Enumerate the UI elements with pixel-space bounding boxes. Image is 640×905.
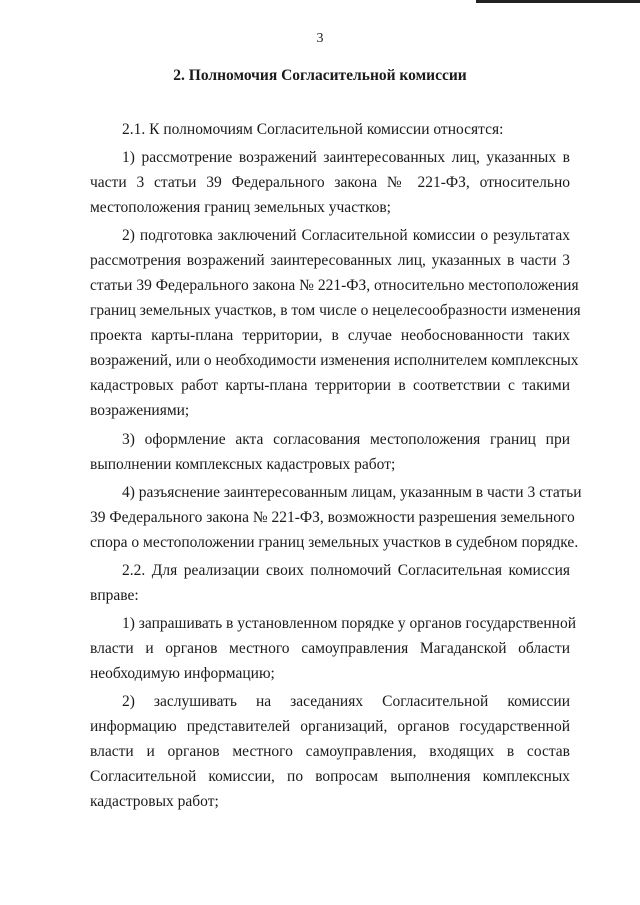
paragraph-line: местоположения границ земельных участков; (90, 199, 391, 216)
paragraph-line: спора о местоположении границ земельных участков в судебном порядке. (90, 534, 579, 551)
paragraph-line: части 3 статьи 39 Федерального закона № 221-ФЗ, относительно (90, 174, 570, 191)
paragraph-line: 2.2. Для реализации своих полномочий Согласительная комиссия (122, 562, 570, 579)
paragraph-line: 2.1. К полномочиям Согласительной комиссии относятся: (122, 121, 504, 138)
paragraph-line: статьи 39 Федерального закона № 221-ФЗ, относительно местоположения (90, 277, 579, 294)
paragraph-line: 2) подготовка заключений Согласительной комиссии о результатах (122, 227, 570, 244)
paragraph-line: 39 Федерального закона № 221-ФЗ, возможности разрешения земельного (90, 509, 575, 526)
paragraph-line: 1) запрашивать в установленном порядке у органов государственной (122, 615, 576, 632)
paragraph-line: возражениями; (90, 402, 190, 419)
page-number: 3 (316, 31, 324, 46)
section-heading: 2. Полномочия Согласительной комиссии (173, 67, 467, 84)
paragraph-line: 4) разъяснение заинтересованным лицам, указанным в части 3 статьи (122, 484, 582, 501)
paragraph-line: возражений, или о необходимости изменения исполнителем комплексных (90, 352, 579, 369)
paragraph-line: 2) заслушивать на заседаниях Согласительной комиссии (122, 693, 570, 710)
paragraph-line: информацию представителей организаций, органов государственной (90, 718, 570, 735)
paragraph-line: Согласительной комиссии, по вопросам выполнения комплексных (90, 768, 570, 785)
paragraph-line: проекта карты-плана территории, в случае необоснованности таких (90, 327, 570, 344)
paragraph-line: власти и органов местного самоуправления, входящих в состав (90, 743, 570, 760)
paragraph-line: выполнении комплексных кадастровых работ; (90, 456, 396, 473)
paragraph-line: вправе: (90, 587, 139, 604)
paragraph-line: кадастровых работ карты-плана территории в соответствии с такими (90, 377, 570, 394)
paragraph-line: власти и органов местного самоуправления Магаданской области (90, 640, 570, 657)
paragraph-line: границ земельных участков, в том числе о нецелесообразности изменения (90, 302, 581, 319)
paragraph-line: рассмотрения возражений заинтересованных лиц, указанных в части 3 (90, 252, 570, 269)
paragraph-line: кадастровых работ; (90, 793, 219, 810)
paragraph-line: необходимую информацию; (90, 665, 275, 682)
top-edge-rule (476, 0, 640, 3)
paragraph-line: 1) рассмотрение возражений заинтересованных лиц, указанных в (122, 149, 570, 166)
paragraph-line: 3) оформление акта согласования местоположения границ при (122, 431, 570, 448)
